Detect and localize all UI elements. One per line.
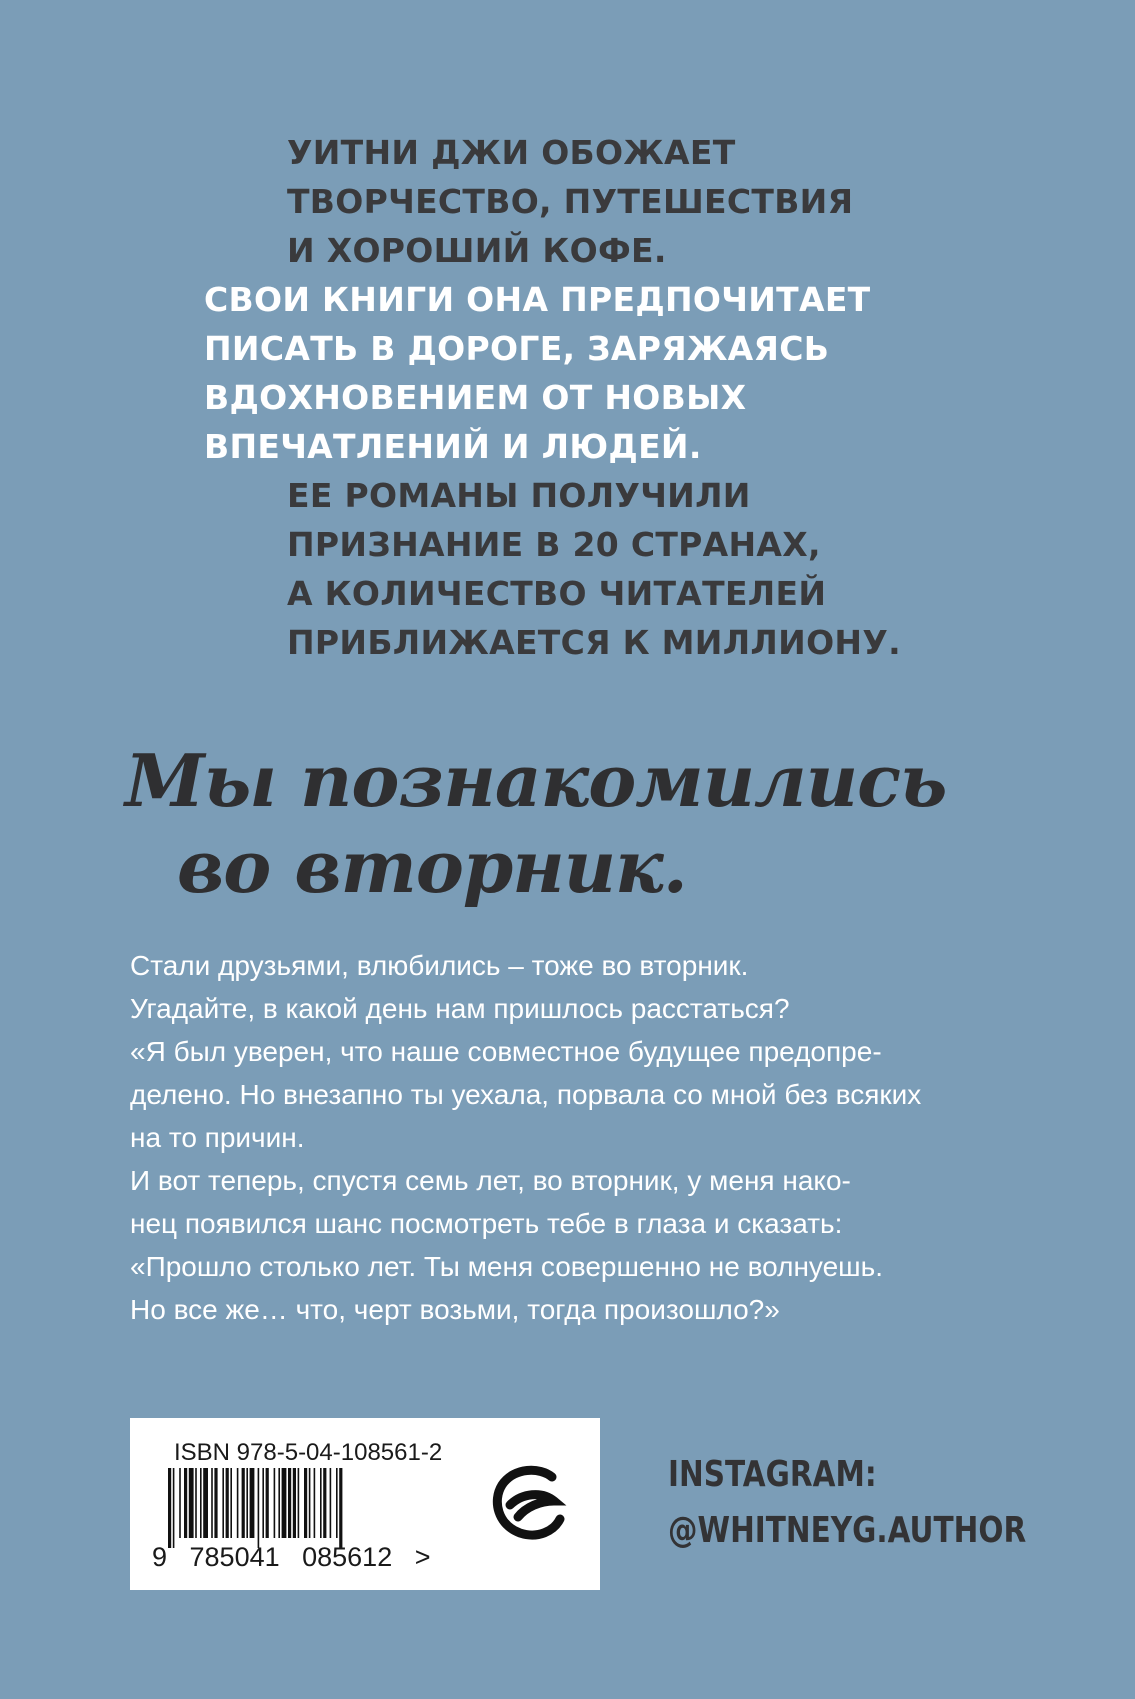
bio-line: ЕЕ РОМАНЫ ПОЛУЧИЛИ <box>287 476 751 515</box>
barcode-bar <box>258 1468 260 1548</box>
blurb-line: Но все же… что, черт возьми, тогда произошло?» <box>130 1294 780 1325</box>
barcode-bar <box>330 1468 332 1538</box>
instagram-contact <box>668 1447 1026 1559</box>
barcode-bar <box>298 1468 300 1538</box>
barcode-bar <box>214 1468 217 1538</box>
barcode-digits: 9 785041 085612 > <box>152 1542 431 1572</box>
barcode-bar <box>184 1468 187 1538</box>
barcode-bar <box>189 1468 194 1538</box>
isbn-barcode-panel <box>130 1418 600 1590</box>
book-title-line-1: Мы познакомились <box>125 738 947 823</box>
barcode-bar <box>246 1468 248 1538</box>
bio-line: И ХОРОШИЙ КОФЕ. <box>287 231 667 270</box>
instagram-label: INSTAGRAM: <box>668 1454 877 1495</box>
blurb-line: нец появился шанс посмотреть тебе в глаза и сказать: <box>130 1208 843 1239</box>
barcode-bar <box>203 1468 208 1538</box>
barcode-bar <box>336 1468 338 1538</box>
bio-line: ТВОРЧЕСТВО, ПУТЕШЕСТВИЯ <box>287 182 854 221</box>
barcode-bar <box>323 1468 326 1538</box>
blurb-line: И вот теперь, спустя семь лет, во вторник, у меня нако- <box>130 1165 851 1196</box>
barcode-bar <box>278 1468 280 1538</box>
barcode-bar <box>266 1468 269 1538</box>
bio-line: СВОИ КНИГИ ОНА ПРЕДПОЧИТАЕТ <box>204 280 871 319</box>
blurb-line: на то причин. <box>130 1122 305 1153</box>
barcode-bar <box>288 1468 291 1538</box>
bio-line: А КОЛИЧЕСТВО ЧИТАТЕЛЕЙ <box>287 574 827 613</box>
barcode-bar <box>226 1468 229 1538</box>
barcode-bar <box>195 1468 197 1538</box>
book-title <box>125 738 946 910</box>
blurb-line: «Я был уверен, что наше совместное будущее предопре- <box>130 1036 882 1067</box>
barcode-bar <box>304 1468 307 1538</box>
book-blurb <box>130 944 1010 1331</box>
barcode-bar <box>320 1468 322 1538</box>
barcode-bar <box>173 1468 175 1548</box>
blurb-line: Угадайте, в какой день нам пришлось расстаться? <box>130 993 790 1024</box>
barcode-bar <box>222 1468 224 1538</box>
barcode-bar <box>200 1468 202 1538</box>
book-title-line-2: во вторник. <box>177 824 687 909</box>
bio-line: ПРИЗНАНИЕ В 20 СТРАНАХ, <box>287 525 821 564</box>
barcode-bar <box>179 1468 181 1538</box>
barcode-bar <box>282 1468 287 1538</box>
barcode-bar <box>237 1468 239 1538</box>
blurb-line: «Прошло столько лет. Ты меня совершенно не волнуешь. <box>130 1251 884 1282</box>
barcode-bar <box>314 1468 316 1538</box>
bio-line: ВПЕЧАТЛЕНИЙ И ЛЮДЕЙ. <box>204 427 702 466</box>
bio-line: ПИСАТЬ В ДОРОГЕ, ЗАРЯЖАЯСЬ <box>204 329 830 368</box>
barcode-bar <box>211 1468 213 1538</box>
bio-line: ПРИБЛИЖАЕТСЯ К МИЛЛИОНУ. <box>287 623 901 662</box>
barcode-bar <box>339 1468 342 1548</box>
barcode-bar <box>262 1468 264 1538</box>
bio-line: УИТНИ ДЖИ ОБОЖАЕТ <box>287 133 736 172</box>
isbn-number: ISBN 978-5-04-108561-2 <box>174 1439 443 1466</box>
barcode-bar <box>168 1468 171 1548</box>
publisher-logo-icon <box>480 1455 580 1555</box>
barcode-bar <box>293 1468 296 1538</box>
barcode-bar <box>242 1468 245 1538</box>
barcode-bar <box>309 1468 311 1538</box>
blurb-line: Стали друзьями, влюбились – тоже во вторник. <box>130 950 749 981</box>
instagram-handle: @WHITNEYG.AUTHOR <box>668 1510 1027 1551</box>
barcode-bar <box>250 1468 255 1538</box>
barcode-bar <box>274 1468 276 1538</box>
barcode-icon <box>144 1468 444 1548</box>
barcode-bar <box>230 1468 232 1538</box>
blurb-line: делено. Но внезапно ты уехала, порвала со мной без всяких <box>130 1079 922 1110</box>
bio-line: ВДОХНОВЕНИЕМ ОТ НОВЫХ <box>204 378 747 417</box>
